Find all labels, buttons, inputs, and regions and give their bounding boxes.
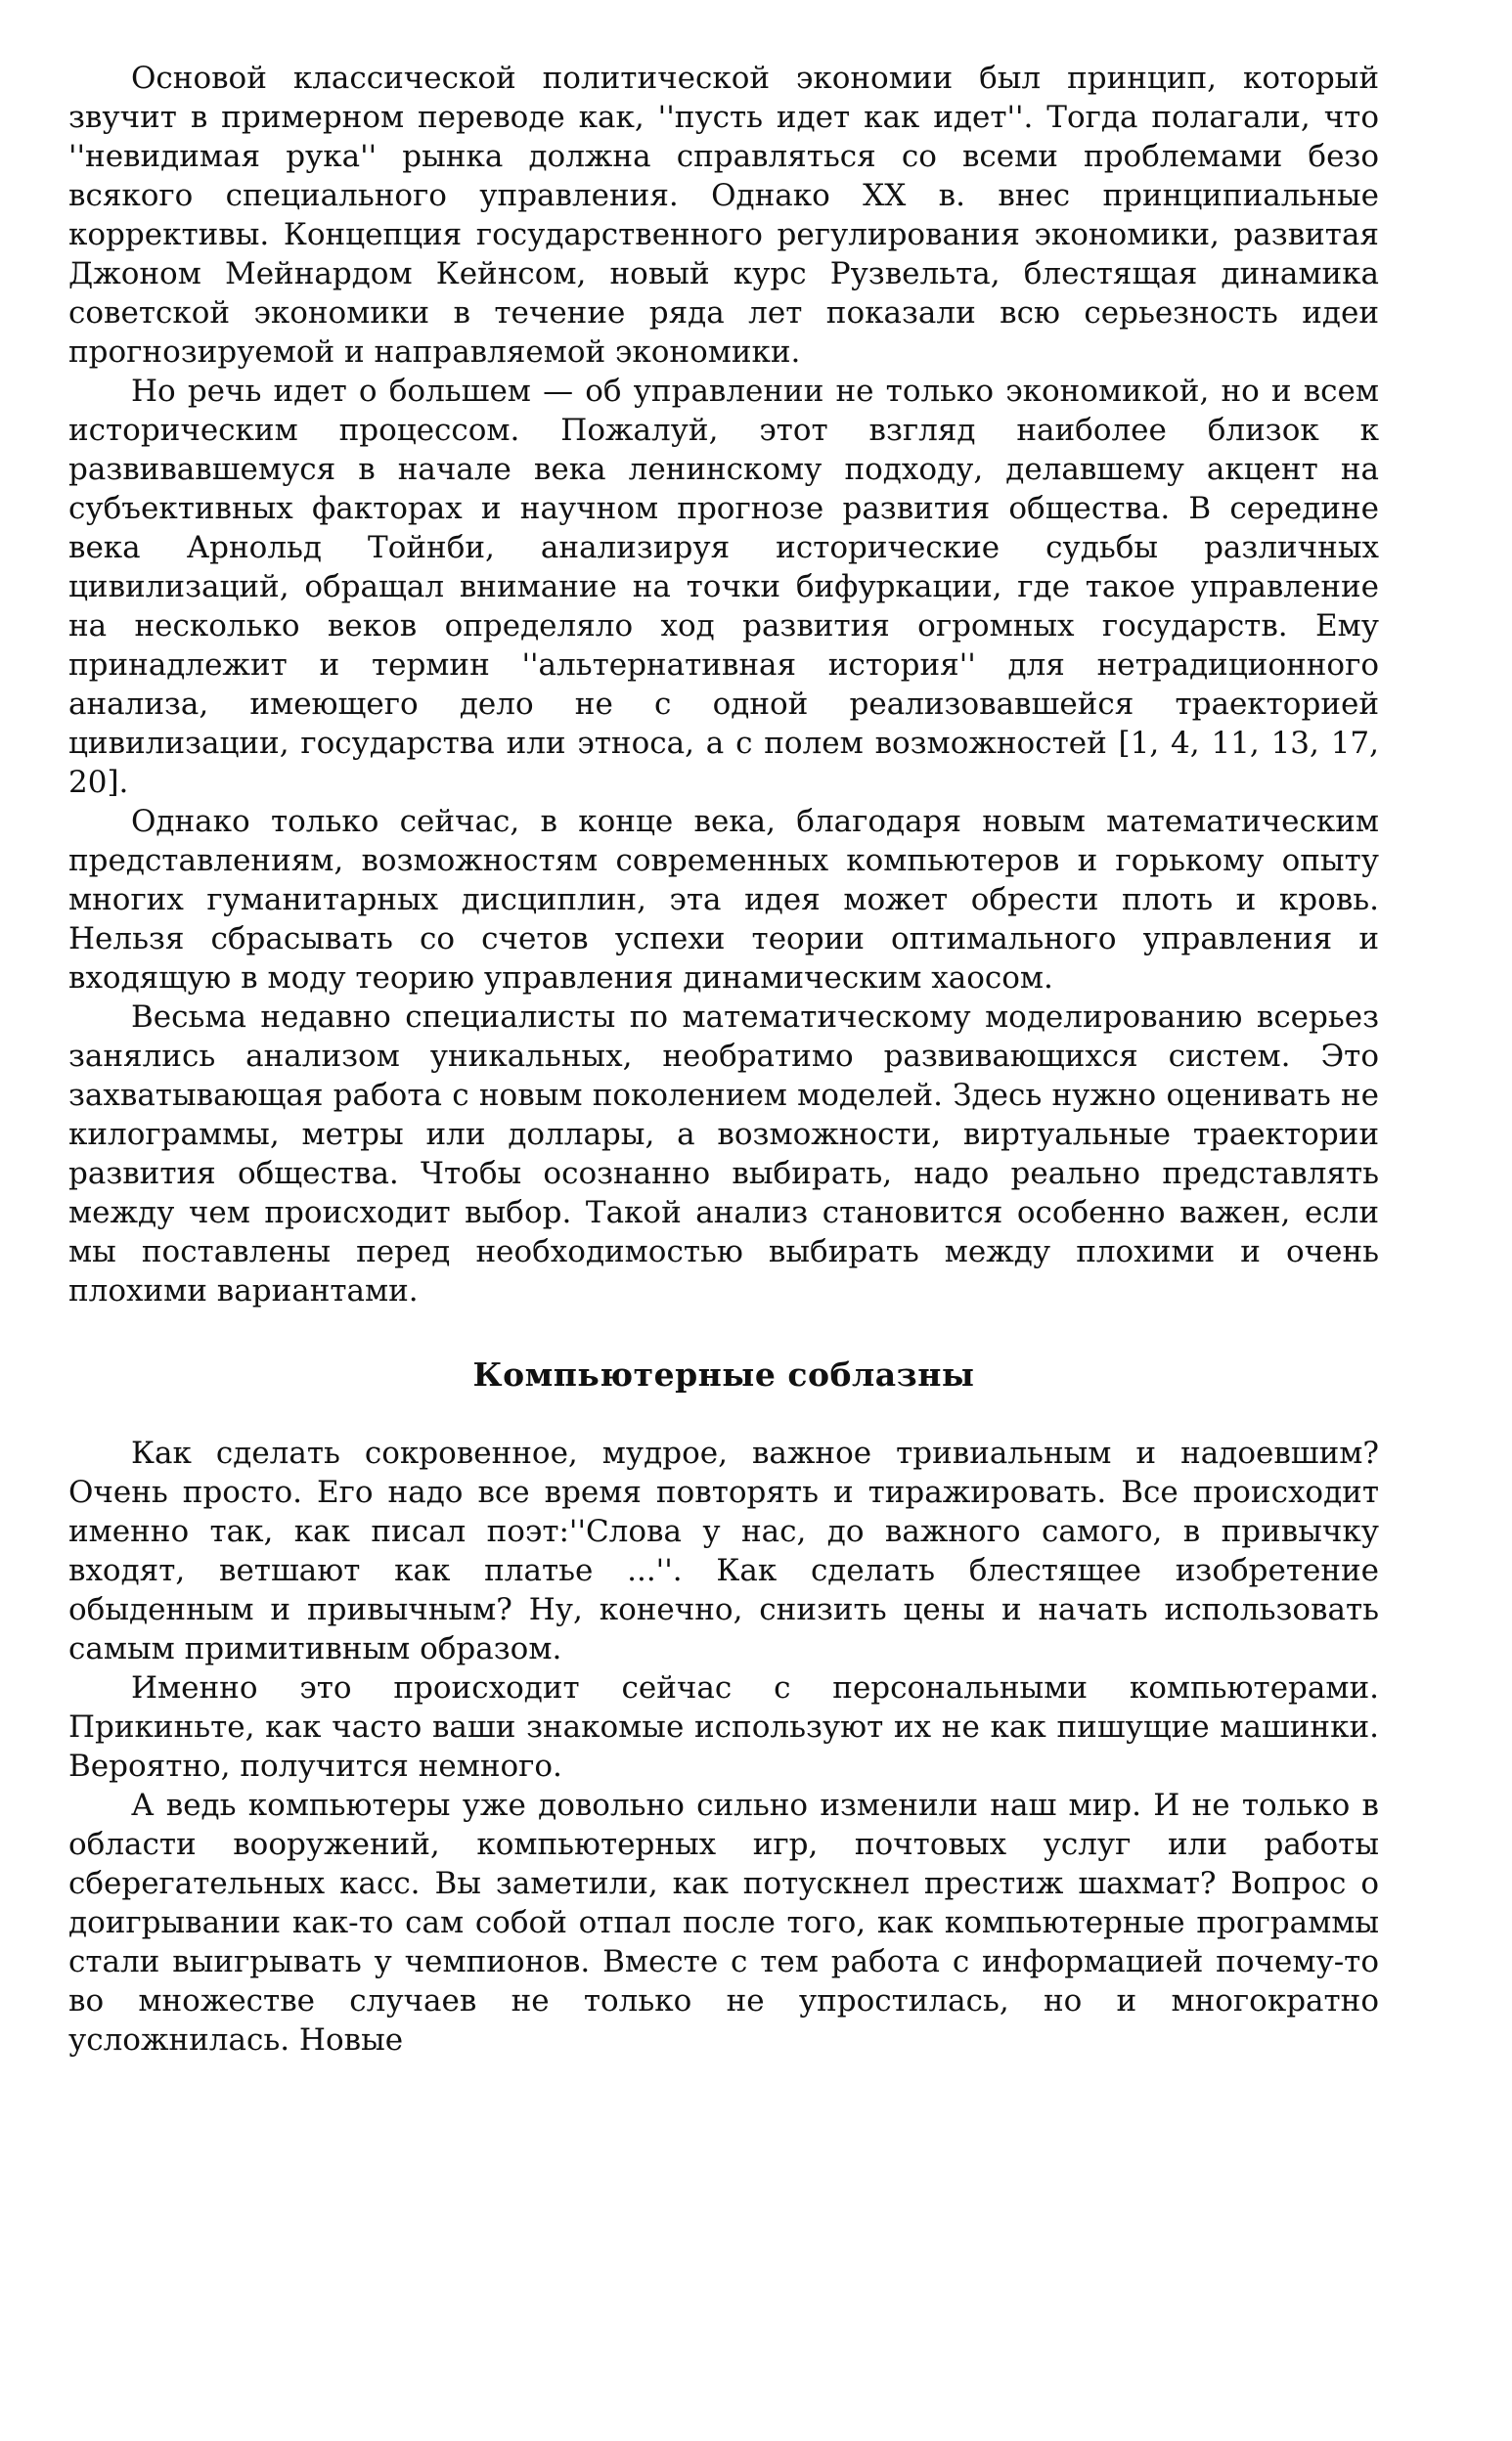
paragraph: Однако только сейчас, в конце века, благодаря новым математическим представлениям, возможностям современных компьютеров и горькому опыту многих гуманитарных дисциплин, эта идея может обрести плоть и кровь. Нельзя сбрасывать со счетов успехи теории оптимального управления и входящую в моду теорию управления динамическим хаосом. — [68, 804, 1379, 996]
section-heading: Компьютерные соблазны — [472, 1355, 975, 1394]
paragraph: Как сделать сокровенное, мудрое, важное тривиальным и надоевшим? Очень просто. Его надо все время повторять и тиражировать. Все происходит именно так, как писал поэт:''Слова у нас, до важного самого, в привычку входят, ветшают как платье ...''. Как сделать блестящее изобретение обыденным и привычным? Ну, конечно, снизить цены и начать использовать самым примитивным образом. — [68, 1436, 1379, 1666]
paragraph: Именно это происходит сейчас с персональными компьютерами. Прикиньте, как часто ваши знакомые используют их не как пишущие машинки. Вероятно, получится немного. — [68, 1670, 1379, 1784]
paragraph: Весьма недавно специалисты по математическому моделированию всерьез занялись анализом уникальных, необратимо развивающихся систем. Это захватывающая работа с новым поколением моделей. Здесь нужно оценивать не килограммы, метры или доллары, а возможности, виртуальные траектории развития общества. Чтобы осознанно выбирать, надо реально представлять между чем происходит выбор. Такой анализ становится особенно важен, если мы поставлены перед необходимостью выбирать между плохими и очень плохими вариантами. — [68, 999, 1379, 1309]
paragraph: Но речь идет о большем — об управлении не только экономикой, но и всем историческим процессом. Пожалуй, этот взгляд наиболее близок к развивавшемуся в начале века ленинскому подходу, делавшему акцент на субъективных факторах и научном прогнозе развития общества. В середине века Арнольд Тойнби, анализируя исторические судьбы различных цивилизаций, обращал внимание на точки бифуркации, где такое управление на несколько веков определяло ход развития огромных государств. Ему принадлежит и термин ''альтернативная история'' для нетрадиционного анализа, имеющего дело не с одной реализовавшейся траекторией цивилизации, государства или этноса, а с полем возможностей [1, 4, 11, 13, 17, 20]. — [68, 374, 1379, 800]
paragraph: Основой классической политической экономии был принцип, который звучит в примерном переводе как, ''пусть идет как идет''. Тогда полагали, что ''невидимая рука'' рынка должна справляться со всеми проблемами безо всякого специального управления. Однако XX в. внес принципиальные коррективы. Концепция государственного регулирования экономики, развитая Джоном Мейнардом Кейнсом, новый курс Рузвельта, блестящая динамика советской экономики в течение ряда лет показали всю серьезность идеи прогнозируемой и направляемой экономики. — [68, 61, 1379, 370]
paragraph: А ведь компьютеры уже довольно сильно изменили наш мир. И не только в области вооружений, компьютерных игр, почтовых услуг или работы сберегательных касс. Вы заметили, как потускнел престиж шахмат? Вопрос о доигрывании как-то сам собой отпал после того, как компьютерные программы стали выигрывать у чемпионов. Вместе с тем работа с информацией почему-то во множестве случаев не только не упростилась, но и многократно усложнилась. Новые — [68, 1788, 1379, 2058]
book-page — [68, 59, 1379, 2060]
